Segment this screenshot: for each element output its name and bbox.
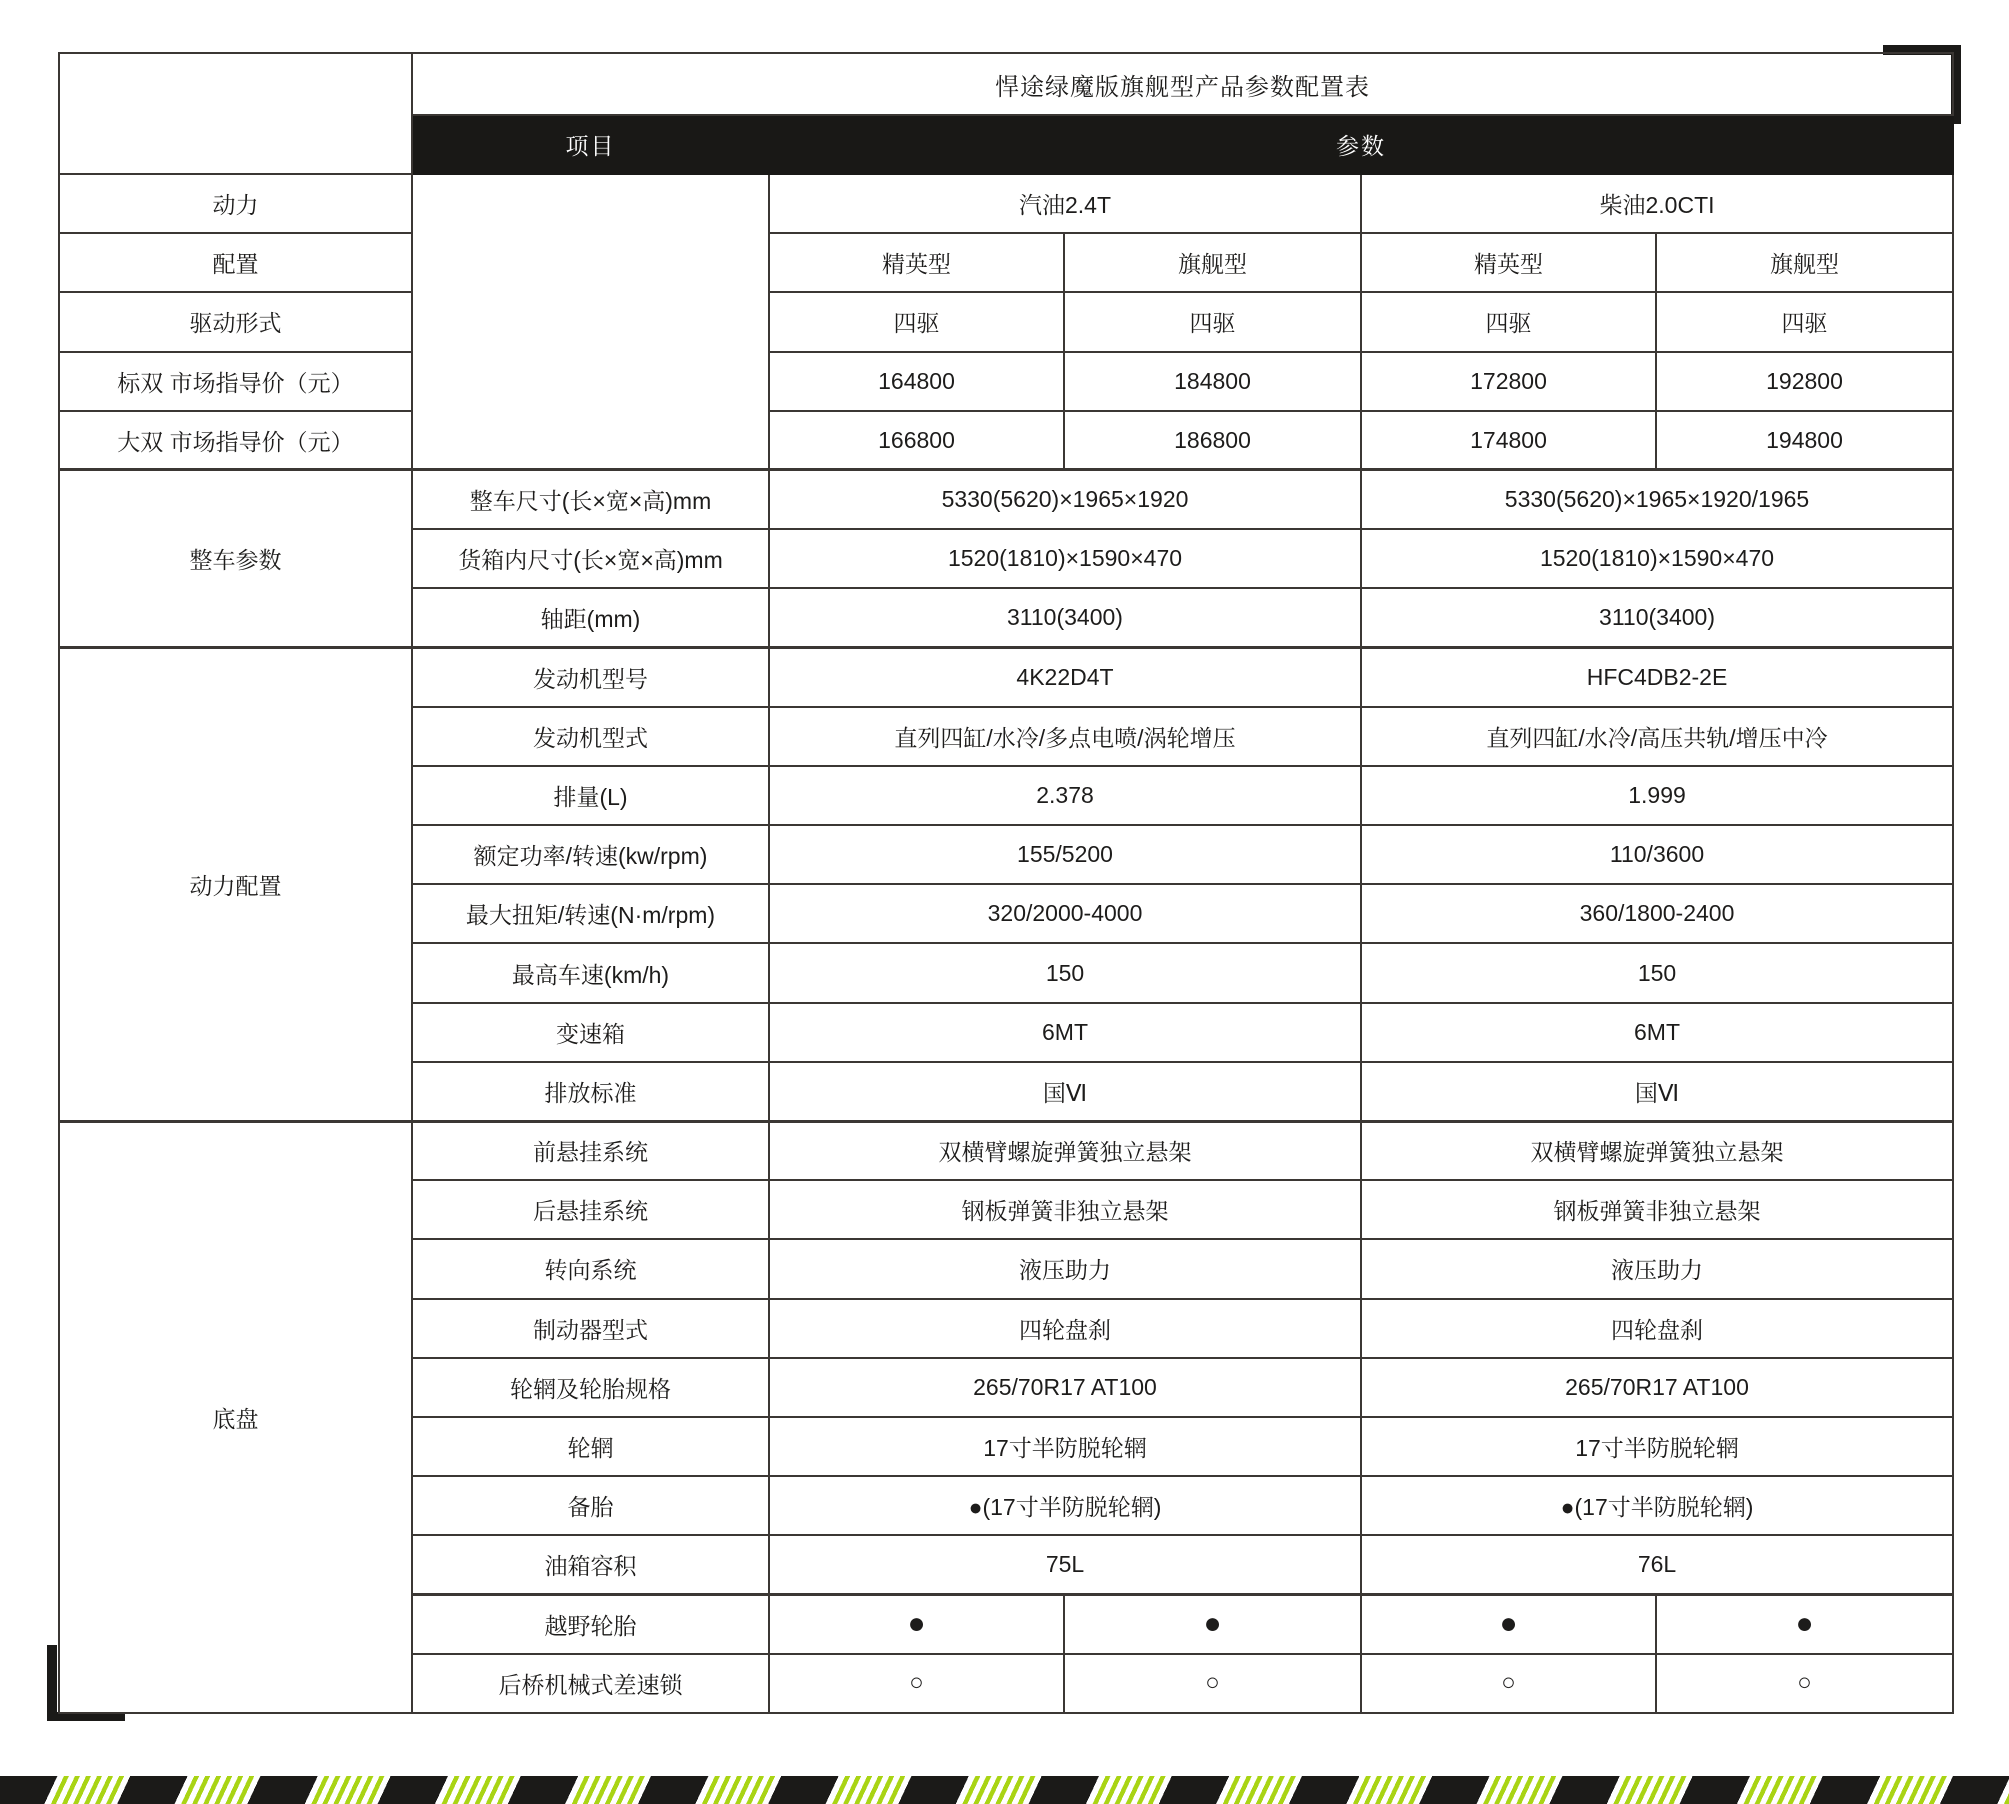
table-row	[59, 233, 1953, 292]
value-cell: 17寸半防脱轮辋	[769, 1417, 1361, 1476]
value-cell: 1520(1810)×1590×470	[769, 529, 1361, 588]
value-cell: 265/70R17 AT100	[769, 1358, 1361, 1417]
row-label-price-standard: 标双 市场指导价（元）	[59, 352, 412, 411]
value-cell: 75L	[769, 1535, 1361, 1594]
value-cell: 110/3600	[1361, 825, 1953, 884]
title-row	[59, 53, 1953, 115]
value-cell: 17寸半防脱轮辋	[1361, 1417, 1953, 1476]
group-label-powertrain: 动力配置	[59, 648, 412, 1122]
value-cell: 3110(3400)	[769, 588, 1361, 647]
value-cell: 四驱	[1064, 292, 1361, 351]
value-cell: 四驱	[1656, 292, 1953, 351]
filled-dot-icon: ●	[1064, 1595, 1361, 1654]
value-cell: 四驱	[769, 292, 1064, 351]
table-row	[59, 352, 1953, 411]
value-cell: ●(17寸半防脱轮辋)	[769, 1476, 1361, 1535]
value-cell: 四驱	[1361, 292, 1656, 351]
value-cell: 双横臂螺旋弹簧独立悬架	[769, 1121, 1361, 1180]
item-label: 发动机型号	[412, 648, 769, 707]
row-label-config: 配置	[59, 233, 412, 292]
value-cell: 6MT	[769, 1003, 1361, 1062]
item-label: 后悬挂系统	[412, 1180, 769, 1239]
value-cell: 184800	[1064, 352, 1361, 411]
value-cell: 194800	[1656, 411, 1953, 470]
item-label: 后桥机械式差速锁	[412, 1654, 769, 1713]
item-label: 前悬挂系统	[412, 1121, 769, 1180]
value-cell: 2.378	[769, 766, 1361, 825]
value-cell: 320/2000-4000	[769, 884, 1361, 943]
value-cell: 192800	[1656, 352, 1953, 411]
column-header-param: 参数	[769, 115, 1953, 174]
open-circle-icon: ○	[769, 1654, 1064, 1713]
value-cell: 双横臂螺旋弹簧独立悬架	[1361, 1121, 1953, 1180]
value-cell: HFC4DB2-2E	[1361, 648, 1953, 707]
item-label: 货箱内尺寸(长×宽×高)mm	[412, 529, 769, 588]
item-label: 转向系统	[412, 1239, 769, 1298]
item-label: 油箱容积	[412, 1535, 769, 1594]
table-row	[59, 411, 1953, 470]
page-title: 悍途绿魔版旗舰型产品参数配置表	[412, 53, 1953, 115]
value-cell: 76L	[1361, 1535, 1953, 1594]
value-cell: 150	[769, 943, 1361, 1002]
value-cell: 直列四缸/水冷/高压共轨/增压中冷	[1361, 707, 1953, 766]
value-cell: 旗舰型	[1064, 233, 1361, 292]
value-cell: 1520(1810)×1590×470	[1361, 529, 1953, 588]
value-cell: 国Ⅵ	[1361, 1062, 1953, 1121]
open-circle-icon: ○	[1064, 1654, 1361, 1713]
value-cell: 265/70R17 AT100	[1361, 1358, 1953, 1417]
item-label: 轮辋	[412, 1417, 769, 1476]
value-cell: 1.999	[1361, 766, 1953, 825]
value-cell: 155/5200	[769, 825, 1361, 884]
group-label-chassis: 底盘	[59, 1121, 412, 1713]
open-circle-icon: ○	[1361, 1654, 1656, 1713]
value-cell: 186800	[1064, 411, 1361, 470]
hazard-stripe	[0, 1776, 2009, 1804]
spec-table	[58, 52, 1954, 1714]
table-row	[59, 1121, 1953, 1180]
value-cell: 360/1800-2400	[1361, 884, 1953, 943]
item-label: 额定功率/转速(kw/rpm)	[412, 825, 769, 884]
item-label: 备胎	[412, 1476, 769, 1535]
value-cell: 4K22D4T	[769, 648, 1361, 707]
item-label: 整车尺寸(长×宽×高)mm	[412, 470, 769, 529]
value-cell: 150	[1361, 943, 1953, 1002]
value-cell: 174800	[1361, 411, 1656, 470]
value-cell: 旗舰型	[1656, 233, 1953, 292]
value-cell: 四轮盘刹	[769, 1299, 1361, 1358]
value-cell: 直列四缸/水冷/多点电喷/涡轮增压	[769, 707, 1361, 766]
value-cell: 液压助力	[769, 1239, 1361, 1298]
value-cell: ●(17寸半防脱轮辋)	[1361, 1476, 1953, 1535]
filled-dot-icon: ●	[769, 1595, 1064, 1654]
item-label: 排放标准	[412, 1062, 769, 1121]
value-cell: 柴油2.0CTI	[1361, 174, 1953, 233]
row-label-price-large: 大双 市场指导价（元）	[59, 411, 412, 470]
value-cell: 5330(5620)×1965×1920	[769, 470, 1361, 529]
value-cell: 液压助力	[1361, 1239, 1953, 1298]
value-cell: 精英型	[1361, 233, 1656, 292]
column-header-item: 项目	[412, 115, 769, 174]
value-cell: 钢板弹簧非独立悬架	[769, 1180, 1361, 1239]
filled-dot-icon: ●	[1361, 1595, 1656, 1654]
value-cell: 国Ⅵ	[769, 1062, 1361, 1121]
value-cell: 精英型	[769, 233, 1064, 292]
item-label: 变速箱	[412, 1003, 769, 1062]
value-cell: 3110(3400)	[1361, 588, 1953, 647]
value-cell: 汽油2.4T	[769, 174, 1361, 233]
table-row	[59, 174, 1953, 233]
item-label: 轮辋及轮胎规格	[412, 1358, 769, 1417]
row-label-power: 动力	[59, 174, 412, 233]
item-label: 制动器型式	[412, 1299, 769, 1358]
item-label: 发动机型式	[412, 707, 769, 766]
blank-corner-cell	[59, 53, 412, 174]
item-label: 排量(L)	[412, 766, 769, 825]
value-cell: 172800	[1361, 352, 1656, 411]
item-label: 最大扭矩/转速(N·m/rpm)	[412, 884, 769, 943]
open-circle-icon: ○	[1656, 1654, 1953, 1713]
value-cell: 6MT	[1361, 1003, 1953, 1062]
value-cell: 钢板弹簧非独立悬架	[1361, 1180, 1953, 1239]
table-row	[59, 470, 1953, 529]
table-row	[59, 648, 1953, 707]
value-cell: 5330(5620)×1965×1920/1965	[1361, 470, 1953, 529]
value-cell: 166800	[769, 411, 1064, 470]
item-label: 越野轮胎	[412, 1595, 769, 1654]
filled-dot-icon: ●	[1656, 1595, 1953, 1654]
value-cell: 四轮盘刹	[1361, 1299, 1953, 1358]
value-cell: 164800	[769, 352, 1064, 411]
item-label: 轴距(mm)	[412, 588, 769, 647]
item-label: 最高车速(km/h)	[412, 943, 769, 1002]
blank-item-cell	[412, 174, 769, 470]
table-row	[59, 292, 1953, 351]
row-label-drivetrain: 驱动形式	[59, 292, 412, 351]
group-label-vehicle: 整车参数	[59, 470, 412, 648]
